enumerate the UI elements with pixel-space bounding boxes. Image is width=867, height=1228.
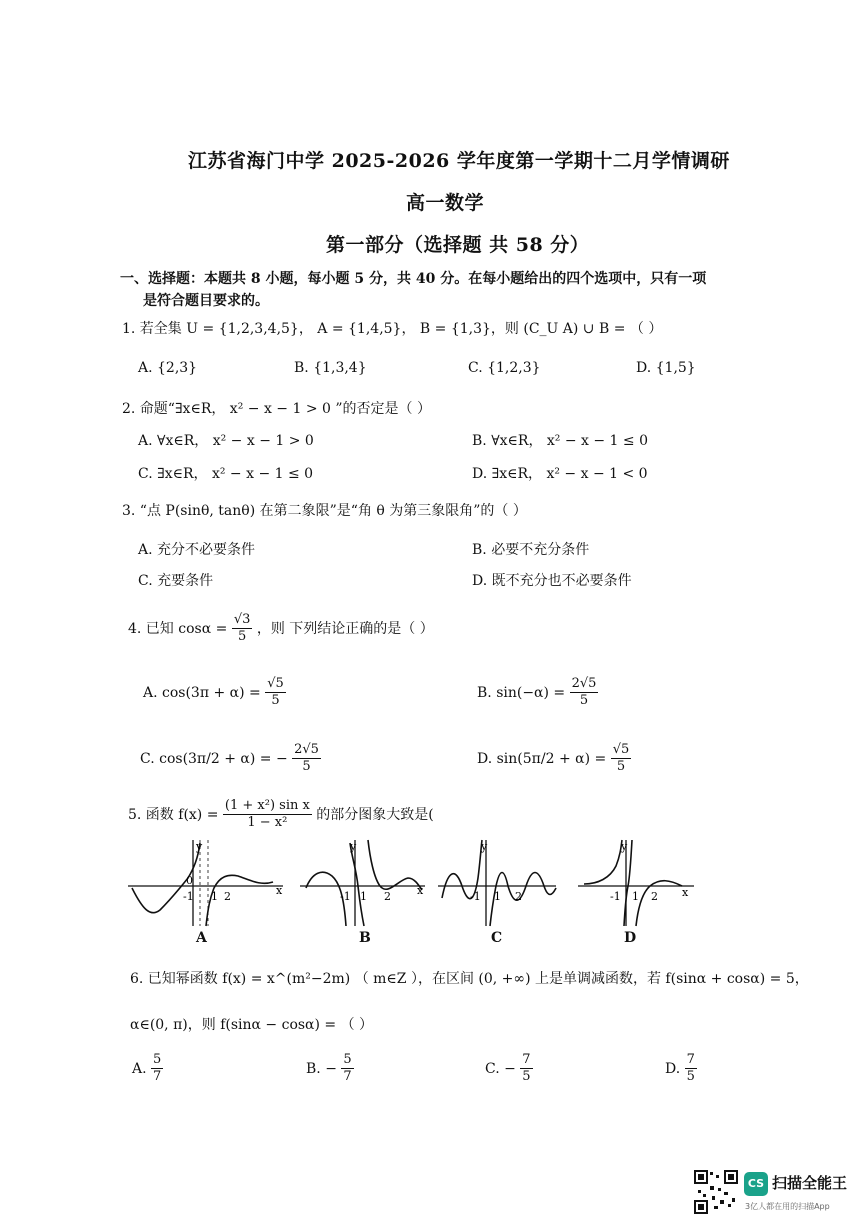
- q6-option-d-label: D.: [665, 1060, 681, 1077]
- q2-stem: 2. 命题“∃x∈R， x² − x − 1 > 0 ”的否定是（ ）: [122, 401, 431, 417]
- q5-graph-a: [128, 838, 288, 928]
- q1-option-c: C. {1,2,3}: [468, 360, 541, 376]
- q5-graph-d-label: D: [624, 930, 637, 946]
- q5-graph-d-y: y: [621, 840, 628, 853]
- q5-graph-a-tick-2: 2: [224, 890, 231, 903]
- q5-graph-d: [578, 838, 698, 928]
- q4-option-b-num: 2√5: [570, 676, 599, 693]
- q3-option-c: C. 充要条件: [138, 573, 214, 589]
- q5-stem: [128, 798, 434, 832]
- q5-graph-a-origin: 0: [186, 874, 193, 887]
- q5-graph-c-label: C: [491, 930, 503, 946]
- scanner-brand-name: 扫描全能王: [772, 1174, 848, 1192]
- q4-stem: [128, 612, 434, 646]
- q3-option-b: B. 必要不充分条件: [472, 542, 590, 558]
- exam-title: 江苏省海门中学 2025-2026 学年度第一学期十二月学情调研: [188, 150, 730, 172]
- q6-option-b: [306, 1052, 354, 1086]
- q1-option-a: A. {2,3}: [138, 360, 198, 376]
- q6-option-a-label: A.: [132, 1060, 147, 1077]
- q6-option-b-label: B. −: [306, 1060, 337, 1077]
- q5-graph-a-label: A: [196, 930, 207, 946]
- section-instructions-line2: 是符合题目要求的。: [143, 293, 269, 309]
- q1-stem: 1. 若全集 U = {1,2,3,4,5}， A = {1,4,5}， B = {1,3}，则 (C_U A) ∪ B = （ ）: [122, 321, 663, 337]
- q4-option-d-label: D. sin(5π/2 + α) =: [477, 750, 607, 767]
- q5-graph-b-x: x: [417, 884, 424, 897]
- q4-option-c-den: 5: [302, 759, 311, 775]
- q5-frac-den: 1 − x²: [247, 815, 288, 831]
- q6-option-b-den: 7: [343, 1069, 352, 1085]
- q5-graph-c: [438, 838, 558, 928]
- section-instructions-line1: 一、选择题：本题共 8 小题，每小题 5 分，共 40 分。在每小题给出的四个选项中，只有一项: [120, 271, 707, 287]
- q4-option-d-num: √5: [611, 742, 632, 759]
- scanner-tagline: 3亿人都在用的扫描App: [745, 1202, 830, 1211]
- q4-option-a-num: √5: [265, 676, 286, 693]
- q5-graph-b-tick-neg1: -1: [340, 890, 351, 903]
- q6-option-c: [485, 1052, 533, 1086]
- q6-option-d-den: 5: [686, 1069, 695, 1085]
- subject-title: 高一数学: [406, 192, 485, 214]
- q6-line2: α∈(0, π)，则 f(sinα − cosα) = （ ）: [130, 1017, 374, 1033]
- q4-prefix: 4. 已知 cosα =: [128, 620, 228, 637]
- q6-option-c-den: 5: [522, 1069, 531, 1085]
- q4-option-c-num: 2√5: [292, 742, 321, 759]
- q1-option-b: B. {1,3,4}: [294, 360, 367, 376]
- q5-graph-a-tick-neg1: -1: [183, 890, 194, 903]
- q4-frac-den: 5: [237, 629, 247, 645]
- q1-option-d: D. {1,5}: [636, 360, 696, 376]
- q4-option-a: [143, 676, 286, 710]
- q5-graph-b: [300, 838, 430, 928]
- q6-option-a-num: 5: [151, 1052, 163, 1069]
- q5-graph-c-tick-2: 2: [515, 890, 522, 903]
- q6-option-a-den: 7: [153, 1069, 162, 1085]
- q5-graph-c-tick-neg1: -1: [470, 890, 481, 903]
- q4-option-c: [140, 742, 321, 776]
- camscanner-logo-icon: CS: [744, 1172, 768, 1196]
- q2-option-c: C. ∃x∈R， x² − x − 1 ≤ 0: [138, 466, 314, 482]
- q6-option-b-num: 5: [341, 1052, 353, 1069]
- q5-graph-a-tick-1: 1: [211, 890, 218, 903]
- q5-graph-c-tick-1: 1: [494, 890, 501, 903]
- q5-graph-b-tick-2: 2: [384, 890, 391, 903]
- q5-graph-b-tick-1: 1: [360, 890, 367, 903]
- q4-fraction: [232, 612, 253, 646]
- q4-option-b-den: 5: [579, 693, 589, 709]
- q4-option-d: [477, 742, 631, 776]
- q5-prefix: 5. 函数 f(x) =: [128, 806, 219, 823]
- q6-option-d: [665, 1052, 697, 1086]
- q5-graph-c-y: y: [481, 840, 488, 853]
- q3-stem: 3. “点 P(sinθ, tanθ) 在第二象限”是“角 θ 为第三象限角”的（ ）: [122, 503, 527, 519]
- q4-suffix: ，则 下列结论正确的是（ ）: [256, 620, 434, 637]
- q5-graph-a-x: x: [276, 884, 283, 897]
- q6-option-d-num: 7: [685, 1052, 697, 1069]
- q3-option-d: D. 既不充分也不必要条件: [472, 573, 632, 589]
- q5-graph-d-tick-2: 2: [651, 890, 658, 903]
- q5-frac-num: (1 + x²) sin x: [223, 798, 312, 815]
- q5-graph-b-label: B: [359, 930, 371, 946]
- q4-option-a-label: A. cos(3π + α) =: [143, 684, 261, 701]
- q5-graph-b-y: y: [350, 840, 357, 853]
- q4-option-c-label: C. cos(3π/2 + α) = −: [140, 750, 288, 767]
- q6-option-a: [132, 1052, 163, 1086]
- q2-option-b: B. ∀x∈R， x² − x − 1 ≤ 0: [472, 433, 648, 449]
- q5-graph-a-y: y: [196, 840, 203, 853]
- q5-suffix: 的部分图象大致是(: [316, 806, 434, 823]
- q4-option-b-label: B. sin(−α) =: [477, 684, 566, 701]
- q4-option-b: [477, 676, 598, 710]
- q6-option-c-label: C. −: [485, 1060, 516, 1077]
- q4-option-d-den: 5: [616, 759, 626, 775]
- q4-option-a-den: 5: [271, 693, 280, 709]
- qr-code-icon: [694, 1170, 738, 1214]
- q2-option-d: D. ∃x∈R， x² − x − 1 < 0: [472, 466, 648, 482]
- q5-graph-d-tick-1: 1: [632, 890, 639, 903]
- part-title: 第一部分（选择题 共 58 分）: [326, 234, 590, 256]
- q5-graph-d-tick-neg1: -1: [610, 890, 621, 903]
- q3-option-a: A. 充分不必要条件: [138, 542, 256, 558]
- q4-frac-num: √3: [232, 612, 253, 629]
- q6-option-c-num: 7: [520, 1052, 532, 1069]
- q6-line1: 6. 已知幂函数 f(x) = x^(m²−2m) （ m∈Z ），在区间 (0, +∞) 上是单调减函数，若 f(sinα + cosα) = 5，: [130, 971, 809, 987]
- q5-graph-d-x: x: [682, 886, 689, 899]
- q2-option-a: A. ∀x∈R， x² − x − 1 > 0: [138, 433, 314, 449]
